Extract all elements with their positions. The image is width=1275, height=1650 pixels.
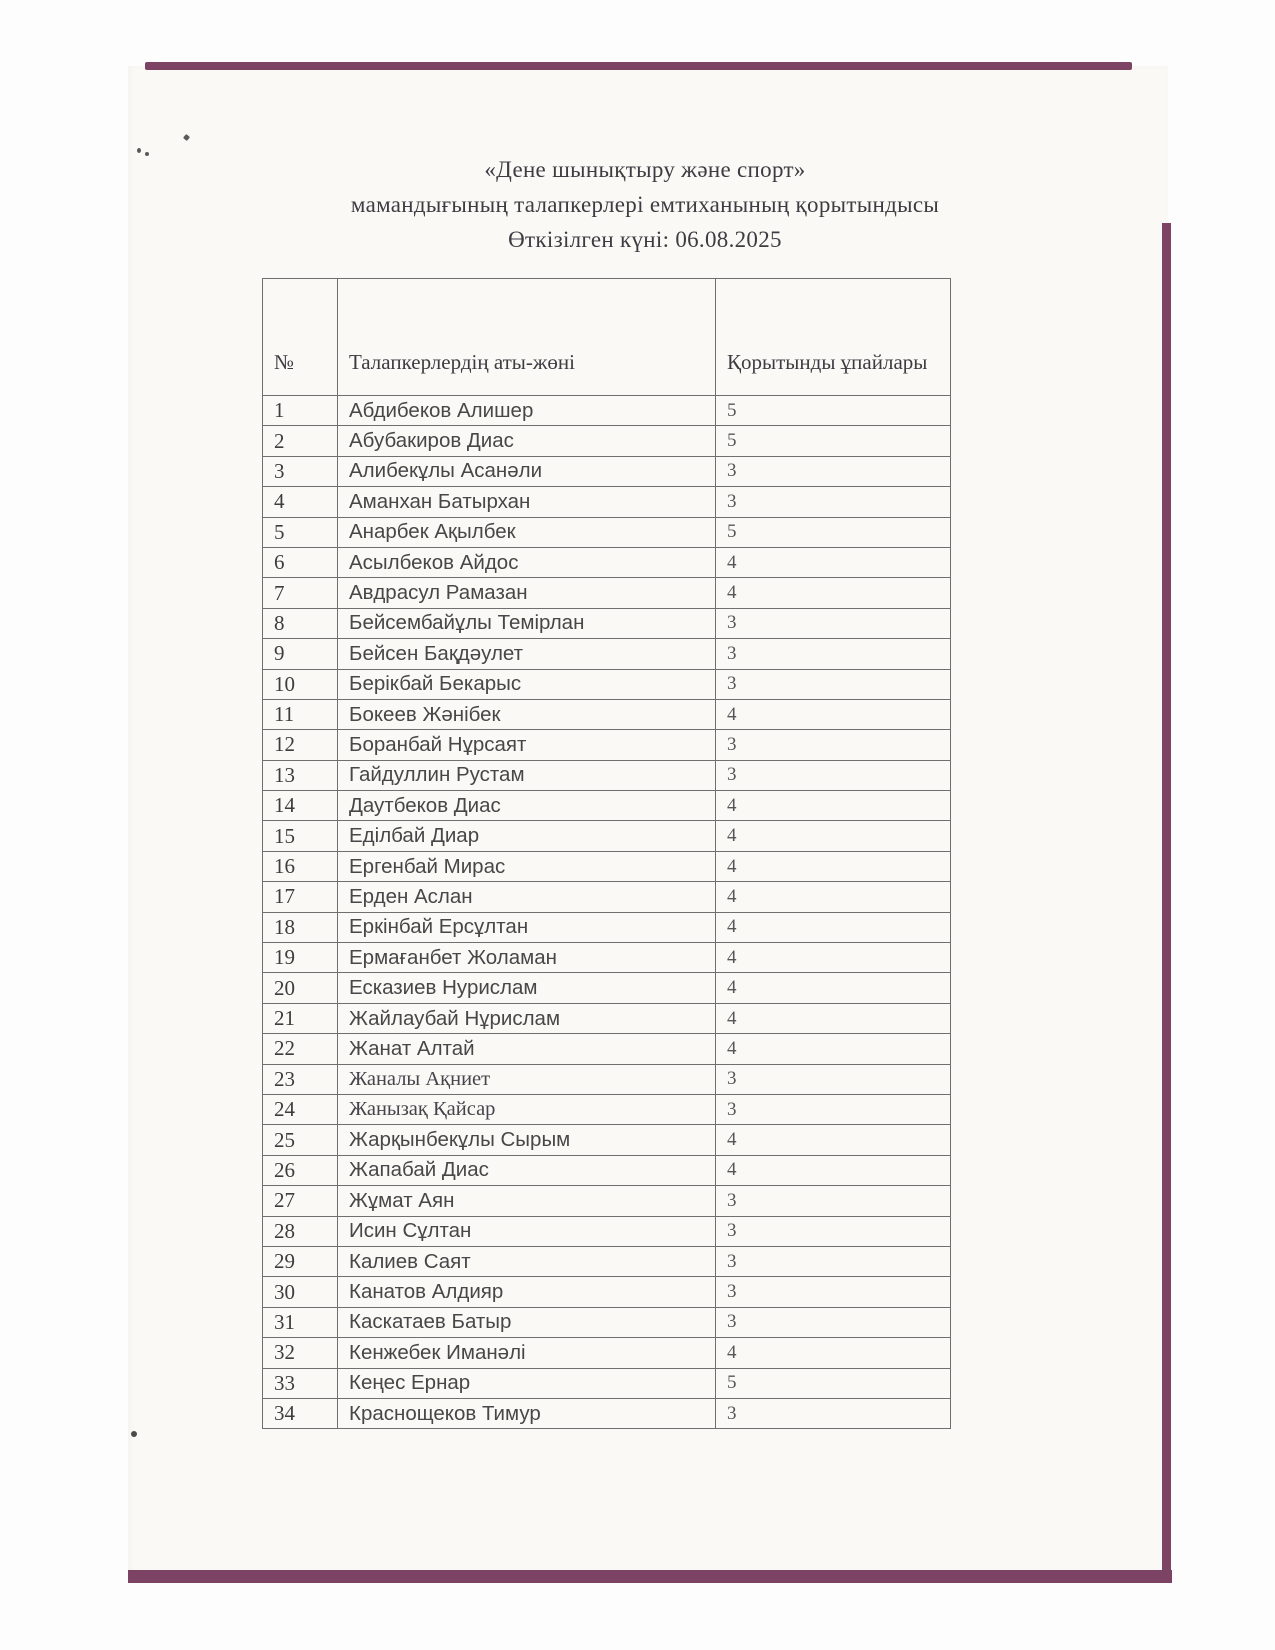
row-number-cell: 20 (263, 973, 338, 1003)
table-row (263, 821, 951, 851)
final-score-cell: 3 (716, 608, 951, 638)
final-score-cell: 4 (716, 1338, 951, 1368)
table-row (263, 973, 951, 1003)
row-number-cell: 27 (263, 1186, 338, 1216)
final-score-cell: 4 (716, 547, 951, 577)
applicant-name-cell: Кенжебек Иманәлі (338, 1338, 716, 1368)
applicant-name-cell: Еркінбай Ерсұлтан (338, 912, 716, 942)
applicant-name-cell: Жаналы Ақниет (338, 1064, 716, 1094)
table-row (263, 791, 951, 821)
header-number: № (263, 279, 338, 396)
applicant-name-cell: Бейсембайұлы Темірлан (338, 608, 716, 638)
results-table-body (263, 396, 951, 1429)
table-row (263, 1155, 951, 1185)
row-number-cell: 30 (263, 1277, 338, 1307)
table-row (263, 1398, 951, 1428)
row-number-cell: 33 (263, 1368, 338, 1398)
table-row (263, 1368, 951, 1398)
title-line-specialty: «Дене шынықтыру және спорт» (484, 157, 806, 182)
applicant-name-cell: Асылбеков Айдос (338, 547, 716, 577)
final-score-cell: 4 (716, 699, 951, 729)
applicant-name-cell: Берікбай Бекарыс (338, 669, 716, 699)
row-number-cell: 7 (263, 578, 338, 608)
row-number-cell: 16 (263, 851, 338, 881)
table-row (263, 396, 951, 426)
applicant-name-cell: Есказиев Нурислам (338, 973, 716, 1003)
row-number-cell: 29 (263, 1246, 338, 1276)
scan-border-right (1162, 223, 1171, 1583)
row-number-cell: 12 (263, 730, 338, 760)
final-score-cell: 3 (716, 1216, 951, 1246)
applicant-name-cell: Жапабай Диас (338, 1155, 716, 1185)
table-row (263, 1307, 951, 1337)
title-line-date: Өткізілген күні: 06.08.2025 (508, 227, 782, 252)
row-number-cell: 5 (263, 517, 338, 547)
row-number-cell: 24 (263, 1094, 338, 1124)
applicant-name-cell: Абдибеков Алишер (338, 396, 716, 426)
final-score-cell: 4 (716, 1003, 951, 1033)
final-score-cell: 3 (716, 669, 951, 699)
table-row (263, 578, 951, 608)
final-score-cell: 3 (716, 1398, 951, 1428)
final-score-cell: 3 (716, 1094, 951, 1124)
final-score-cell: 4 (716, 821, 951, 851)
final-score-cell: 3 (716, 760, 951, 790)
table-row (263, 517, 951, 547)
table-row (263, 760, 951, 790)
table-row (263, 547, 951, 577)
applicant-name-cell: Жанызақ Қайсар (338, 1094, 716, 1124)
applicant-name-cell: Жайлаубай Нұрислам (338, 1003, 716, 1033)
table-row (263, 882, 951, 912)
applicant-name-cell: Абубакиров Диас (338, 426, 716, 456)
applicant-name-cell: Аманхан Батырхан (338, 487, 716, 517)
final-score-cell: 3 (716, 1277, 951, 1307)
final-score-cell: 3 (716, 1307, 951, 1337)
scan-border-top (145, 62, 1132, 70)
final-score-cell: 3 (716, 487, 951, 517)
table-row (263, 456, 951, 486)
table-row (263, 1186, 951, 1216)
final-score-cell: 3 (716, 456, 951, 486)
final-score-cell: 4 (716, 882, 951, 912)
final-score-cell: 3 (716, 1064, 951, 1094)
table-row (263, 943, 951, 973)
applicant-name-cell: Ерден Аслан (338, 882, 716, 912)
applicant-name-cell: Бокеев Жәнібек (338, 699, 716, 729)
final-score-cell: 5 (716, 517, 951, 547)
row-number-cell: 14 (263, 791, 338, 821)
final-score-cell: 4 (716, 791, 951, 821)
row-number-cell: 13 (263, 760, 338, 790)
final-score-cell: 4 (716, 1125, 951, 1155)
table-row (263, 1246, 951, 1276)
table-row (263, 426, 951, 456)
applicant-name-cell: Гайдуллин Рустам (338, 760, 716, 790)
row-number-cell: 1 (263, 396, 338, 426)
table-row (263, 1094, 951, 1124)
row-number-cell: 19 (263, 943, 338, 973)
row-number-cell: 4 (263, 487, 338, 517)
applicant-name-cell: Боранбай Нұрсаят (338, 730, 716, 760)
applicant-name-cell: Бейсен Бақдәулет (338, 639, 716, 669)
title-line-description: мамандығының талапкерлері емтиханының қорытындысы (350, 192, 940, 217)
table-row (263, 669, 951, 699)
applicant-name-cell: Ергенбай Мирас (338, 851, 716, 881)
row-number-cell: 25 (263, 1125, 338, 1155)
applicant-name-cell: Кеңес Ернар (338, 1368, 716, 1398)
row-number-cell: 26 (263, 1155, 338, 1185)
scan-border-bottom (128, 1570, 1172, 1583)
row-number-cell: 10 (263, 669, 338, 699)
scan-speck (145, 152, 149, 156)
applicant-name-cell: Алибекұлы Асанәли (338, 456, 716, 486)
header-applicant-name: Талапкерлердің аты-жөні (338, 279, 716, 396)
row-number-cell: 22 (263, 1034, 338, 1064)
final-score-cell: 4 (716, 1155, 951, 1185)
final-score-cell: 3 (716, 1186, 951, 1216)
final-score-cell: 4 (716, 912, 951, 942)
table-row (263, 1034, 951, 1064)
table-row (263, 639, 951, 669)
row-number-cell: 31 (263, 1307, 338, 1337)
applicant-name-cell: Еділбай Диар (338, 821, 716, 851)
row-number-cell: 23 (263, 1064, 338, 1094)
row-number-cell: 6 (263, 547, 338, 577)
applicant-name-cell: Калиев Саят (338, 1246, 716, 1276)
scan-speck (137, 148, 141, 153)
final-score-cell: 3 (716, 639, 951, 669)
row-number-cell: 34 (263, 1398, 338, 1428)
table-row (263, 730, 951, 760)
applicant-name-cell: Исин Сұлтан (338, 1216, 716, 1246)
final-score-cell: 3 (716, 730, 951, 760)
table-row (263, 851, 951, 881)
applicant-name-cell: Жанат Алтай (338, 1034, 716, 1064)
row-number-cell: 32 (263, 1338, 338, 1368)
row-number-cell: 21 (263, 1003, 338, 1033)
row-number-cell: 15 (263, 821, 338, 851)
applicant-name-cell: Ермағанбет Жоламан (338, 943, 716, 973)
applicant-name-cell: Авдрасул Рамазан (338, 578, 716, 608)
row-number-cell: 8 (263, 608, 338, 638)
table-row (263, 1064, 951, 1094)
applicant-name-cell: Анарбек Ақылбек (338, 517, 716, 547)
table-row (263, 699, 951, 729)
table-row (263, 912, 951, 942)
row-number-cell: 9 (263, 639, 338, 669)
applicant-name-cell: Канатов Алдияр (338, 1277, 716, 1307)
header-final-score: Қорытынды ұпайлары (716, 279, 951, 396)
final-score-cell: 5 (716, 1368, 951, 1398)
results-table (262, 278, 951, 1429)
table-row (263, 608, 951, 638)
applicant-name-cell: Каскатаев Батыр (338, 1307, 716, 1337)
results-table-header (263, 279, 951, 396)
row-number-cell: 11 (263, 699, 338, 729)
row-number-cell: 28 (263, 1216, 338, 1246)
table-row (263, 1125, 951, 1155)
final-score-cell: 4 (716, 578, 951, 608)
final-score-cell: 5 (716, 426, 951, 456)
row-number-cell: 18 (263, 912, 338, 942)
applicant-name-cell: Жұмат Аян (338, 1186, 716, 1216)
final-score-cell: 4 (716, 851, 951, 881)
applicant-name-cell: Жарқынбекұлы Сырым (338, 1125, 716, 1155)
scan-speck (131, 1431, 137, 1437)
table-row (263, 1003, 951, 1033)
applicant-name-cell: Краснощеков Тимур (338, 1398, 716, 1428)
final-score-cell: 4 (716, 973, 951, 1003)
document-title (160, 152, 1130, 257)
row-number-cell: 17 (263, 882, 338, 912)
table-row (263, 487, 951, 517)
final-score-cell: 4 (716, 1034, 951, 1064)
row-number-cell: 3 (263, 456, 338, 486)
final-score-cell: 3 (716, 1246, 951, 1276)
table-row (263, 1216, 951, 1246)
table-row (263, 1338, 951, 1368)
table-row (263, 1277, 951, 1307)
row-number-cell: 2 (263, 426, 338, 456)
final-score-cell: 4 (716, 943, 951, 973)
applicant-name-cell: Даутбеков Диас (338, 791, 716, 821)
final-score-cell: 5 (716, 396, 951, 426)
